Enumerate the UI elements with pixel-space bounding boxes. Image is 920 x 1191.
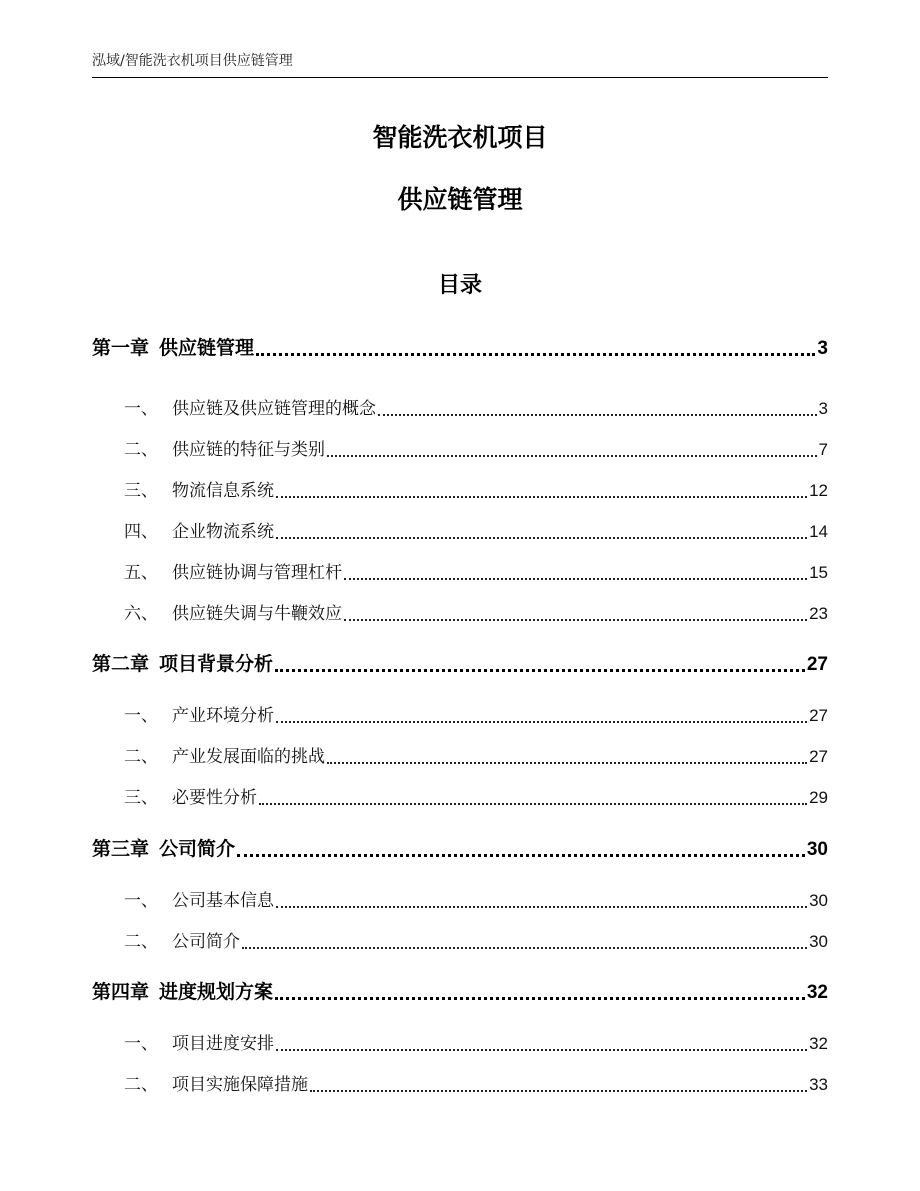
toc-section-2-1[interactable] (124, 703, 828, 729)
toc-entry-title: 产业发展面临的挑战 (172, 747, 325, 767)
toc-entry-title: 公司简介 (172, 932, 240, 952)
toc-entry-title: 供应链的特征与类别 (172, 440, 325, 460)
toc-entry-page: 30 (809, 932, 828, 951)
toc-section-4-1[interactable] (124, 1031, 828, 1057)
toc-section-2-2[interactable] (124, 744, 828, 770)
toc-entry-title: 企业物流系统 (172, 522, 274, 542)
toc-chapter-2[interactable] (92, 650, 828, 679)
toc-entry-title: 必要性分析 (172, 788, 257, 808)
toc-entry-number: 第一章 (92, 337, 150, 359)
toc-entry-number: 第二章 (92, 653, 150, 675)
toc-entry-title: 产业环境分析 (172, 706, 274, 726)
toc-entry-page: 32 (809, 1034, 828, 1053)
toc-entry-number: 三、 (124, 481, 158, 501)
toc-entry-number: 六、 (124, 604, 158, 624)
dot-leader (275, 997, 805, 1000)
toc-section-1-1[interactable] (124, 396, 828, 422)
toc-entry-page: 23 (809, 604, 828, 623)
toc-entry-title: 供应链及供应链管理的概念 (172, 399, 376, 419)
toc-entry-number: 一、 (124, 706, 158, 726)
toc-section-1-6[interactable] (124, 601, 828, 627)
toc-entry-page: 12 (809, 481, 828, 500)
toc-section-3-1[interactable] (124, 888, 828, 914)
dot-leader (259, 803, 807, 805)
toc-chapter-1[interactable] (92, 334, 828, 363)
toc-entry-title: 项目背景分析 (159, 653, 274, 675)
toc-section-4-2[interactable] (124, 1072, 828, 1098)
toc-entry-number: 五、 (124, 563, 158, 583)
document-title-line-2: 供应链管理 (397, 185, 523, 214)
dot-leader (242, 947, 807, 949)
toc-entry-page: 15 (809, 563, 828, 582)
toc-entry-page: 3 (817, 338, 828, 359)
toc-entry-title: 供应链协调与管理杠杆 (172, 563, 342, 583)
dot-leader (276, 537, 807, 539)
toc-entry-number: 三、 (124, 788, 158, 808)
toc-entry-page: 32 (806, 982, 828, 1003)
toc-entry-page: 30 (809, 891, 828, 910)
toc-entry-title: 供应链失调与牛鞭效应 (172, 604, 342, 624)
toc-entry-page: 3 (818, 399, 828, 418)
document-title-line-1: 智能洗衣机项目 (372, 123, 548, 152)
toc-entry-number: 一、 (124, 891, 158, 911)
toc-entry-page: 7 (818, 440, 828, 459)
toc-entry-page: 30 (806, 839, 828, 860)
toc-entry-page: 33 (809, 1075, 828, 1094)
toc-entry-title: 项目实施保障措施 (172, 1075, 308, 1095)
dot-leader (327, 455, 817, 457)
dot-leader (256, 353, 815, 356)
toc-section-1-5[interactable] (124, 560, 828, 586)
dot-leader (276, 721, 807, 723)
toc-entry-title: 公司基本信息 (172, 891, 274, 911)
toc-entry-number: 第三章 (92, 838, 150, 860)
toc-entry-title: 进度规划方案 (159, 981, 274, 1003)
toc-chapter-4[interactable] (92, 978, 828, 1007)
toc-entry-title: 供应链管理 (159, 337, 255, 359)
toc-entry-title: 项目进度安排 (172, 1034, 274, 1054)
toc-entry-page: 27 (806, 654, 828, 675)
dot-leader (276, 496, 807, 498)
dot-leader (327, 762, 807, 764)
toc-entry-page: 27 (809, 747, 828, 766)
dot-leader (378, 414, 817, 416)
toc-entry-title: 公司简介 (159, 838, 236, 860)
toc-entry-number: 二、 (124, 1075, 158, 1095)
toc-section-2-3[interactable] (124, 785, 828, 811)
toc-entry-number: 一、 (124, 1034, 158, 1054)
toc-chapter-3[interactable] (92, 835, 828, 864)
dot-leader (276, 1049, 807, 1051)
toc-section-1-3[interactable] (124, 478, 828, 504)
toc-entry-number: 二、 (124, 440, 158, 460)
dot-leader (237, 854, 805, 857)
dot-leader (344, 619, 807, 621)
toc-entry-page: 29 (809, 788, 828, 807)
toc-section-1-4[interactable] (124, 519, 828, 545)
toc-entry-title: 物流信息系统 (172, 481, 274, 501)
toc-entry-number: 四、 (124, 522, 158, 542)
toc-heading: 目录 (437, 273, 482, 298)
dot-leader (275, 669, 805, 672)
toc-section-3-2[interactable] (124, 929, 828, 955)
dot-leader (276, 906, 807, 908)
toc-entry-number: 一、 (124, 399, 158, 419)
dot-leader (310, 1090, 807, 1092)
toc-entry-number: 第四章 (92, 981, 150, 1003)
running-header: 泓域/智能洗衣机项目供应链管理 (92, 53, 293, 69)
toc-entry-page: 27 (809, 706, 828, 725)
toc-entry-number: 二、 (124, 932, 158, 952)
toc-entry-page: 14 (809, 522, 828, 541)
toc-entry-number: 二、 (124, 747, 158, 767)
dot-leader (344, 578, 807, 580)
toc-section-1-2[interactable] (124, 437, 828, 463)
